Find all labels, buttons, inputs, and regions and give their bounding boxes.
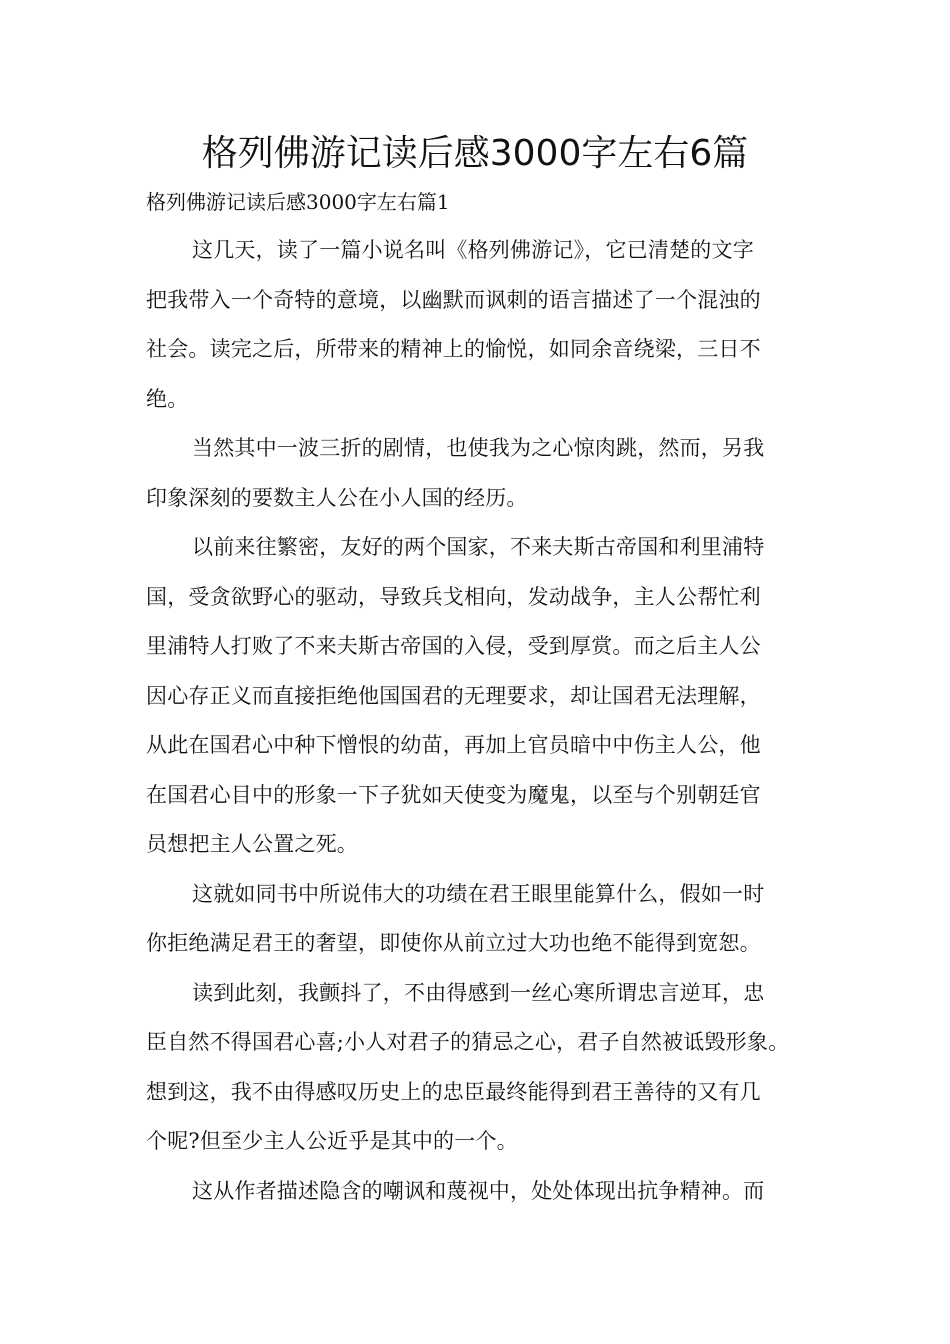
text-line: 从此在国君心中种下憎恨的幼苗，再加上官员暗中中伤主人公，他 xyxy=(146,733,761,757)
text-line: 因心存正义而直接拒绝他国国君的无理要求，却让国君无法理解， xyxy=(146,683,761,708)
text-line: 以前来往繁密，友好的两个国家，不来夫斯古帝国和利里浦特 xyxy=(192,535,765,559)
text-line: 把我带入一个奇特的意境，以幽默而讽刺的语言描述了一个混浊的 xyxy=(146,287,761,312)
text-line: 这就如同书中所说伟大的功绩在君王眼里能算什么，假如一时 xyxy=(192,881,765,906)
text-line: 这几天，读了一篇小说名叫《格列佛游记》，它已清楚的文字 xyxy=(192,238,754,262)
text-line: 员想把主人公置之死。 xyxy=(146,832,358,856)
text-line: 在国君心目中的形象一下子犹如天使变为魔鬼，以至与个别朝廷官 xyxy=(146,782,761,807)
text-line: 读到此刻，我颤抖了，不由得感到一丝心寒所谓忠言逆耳，忠 xyxy=(192,980,765,1005)
text-line: 当然其中一波三折的剧情，也使我为之心惊肉跳，然而，另我 xyxy=(192,436,765,460)
section-heading: 格列佛游记读后感3000字左右篇1 xyxy=(146,190,450,214)
text-line: 这从作者描述隐含的嘲讽和蔑视中，处处体现出抗争精神。而 xyxy=(192,1178,765,1203)
text-line: 你拒绝满足君王的奢望，即使你从前立过大功也绝不能得到宽恕。 xyxy=(146,931,761,955)
text-line: 国，受贪欲野心的驱动，导致兵戈相向，发动战争，主人公帮忙利 xyxy=(146,584,761,609)
document-title: 格列佛游记读后感3000字左右6篇 xyxy=(201,133,749,174)
body-text xyxy=(146,232,826,1222)
text-line: 绝。 xyxy=(146,386,189,411)
text-line: 社会。读完之后，所带来的精神上的愉悦，如同余音绕梁，三日不 xyxy=(146,337,761,361)
text-line: 臣自然不得国君心喜;小人对君子的猜忌之心，君子自然被诋毁形象。 xyxy=(146,1030,790,1054)
text-line: 里浦特人打败了不来夫斯古帝国的入侵，受到厚赏。而之后主人公 xyxy=(146,634,761,658)
text-line: 想到这，我不由得感叹历史上的忠臣最终能得到君王善待的又有几 xyxy=(146,1079,761,1104)
text-line: 印象深刻的要数主人公在小人国的经历。 xyxy=(146,485,528,510)
text-line: 个呢?但至少主人公近乎是其中的一个。 xyxy=(146,1129,518,1153)
